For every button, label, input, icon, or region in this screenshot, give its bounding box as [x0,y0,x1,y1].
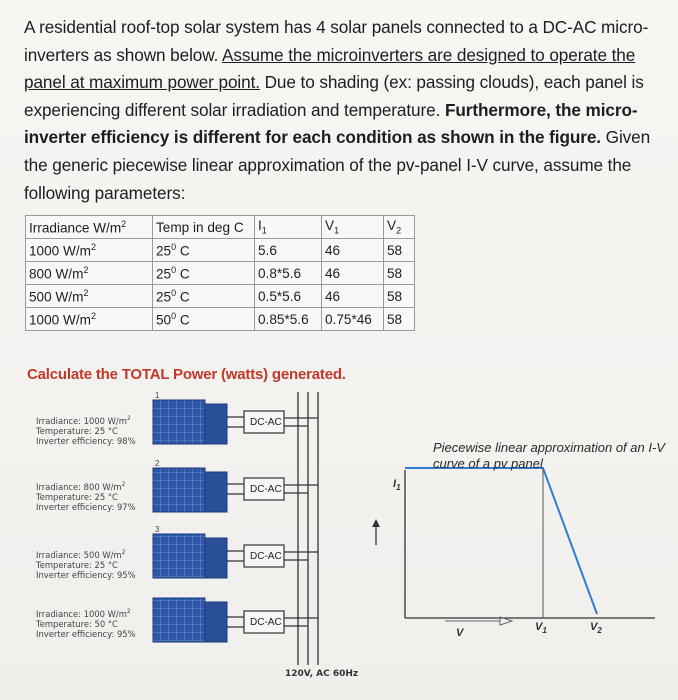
ac-ties [284,418,318,626]
curve-title: Piecewise linear approximation of an I-V curve of a pv panel [433,440,665,471]
header-v1: $V_1$ [322,216,384,239]
solar-panel-4 [153,598,227,642]
inverter-label-1: DC-AC [250,417,282,428]
inverter-label-3: DC-AC [250,551,282,562]
panel-number-1: 1 [155,391,160,400]
inverter-label-4: DC-AC [250,617,282,628]
current-arrow-icon [372,519,380,545]
ac-bus-label: 120V, AC 60Hz [285,669,359,679]
solar-panel-1 [153,400,227,444]
question-part-3: Due to shading (ex: passing clouds), each panel is experiencing different solar irradiation and temperature. [24,72,644,120]
dc-wires [227,417,244,627]
table-row: 1000 $W/m^2$ $50^0$ C 0.85*5.6 0.75*46 58 [26,308,415,331]
curve-v2-label: $V_2$ [590,621,602,636]
panel-3-conditions: Irradiance: 500 $W/m^2$ Temperature: 25 °C Inverter efficiency: 95% [36,549,136,580]
ac-bus [298,392,318,665]
table-row: 800 $W/m^2$ $25^0$ C 0.8*5.6 46 58 [26,262,415,285]
panel-number-3: 3 [155,525,160,534]
curve-v-label: V [456,627,464,639]
calculate-prompt: Calculate the TOTAL Power (watts) generated. [27,366,346,383]
question-efficiency-note: Furthermore, the micro-inverter efficiency is different for each condition as shown in the figure. [24,99,638,148]
question-mpp-assumption: Assume the microinverters are designed to operate the panel at maximum power point. [24,44,636,93]
iv-curve-plot [405,468,655,625]
table-row: 500 $W/m^2$ $25^0$ C 0.5*5.6 46 58 [26,285,415,308]
header-v2: $V_2$ [384,216,415,239]
panel-4-conditions: Irradiance: 1000 $W/m^2$ Temperature: 50 °C Inverter efficiency: 95% [36,608,136,639]
table-row: 1000 $W/m^2$ $25^0$ C 5.6 46 58 [26,239,415,262]
curve-i1-label: $I_1$ [393,478,401,493]
panel-2-conditions: Irradiance: 800 $W/m^2$ Temperature: 25 °C Inverter efficiency: 97% [36,481,136,512]
solar-panel-3 [153,534,227,578]
inverter-boxes [244,411,284,633]
header-i1: $I_1$ [255,216,322,239]
question-part-1: A residential roof-top solar system has 4 solar panels connected to a DC-AC micro-inverters as shown below. [24,17,649,65]
question-part-5: Given the generic piecewise linear approximation of the pv-panel I-V curve, assume the following parameters: [24,127,651,203]
panel-number-2: 2 [155,459,160,468]
curve-v1-label: $V_1$ [535,621,547,636]
panel-1-conditions: Irradiance: 1000 $W/m^2$ Temperature: 25 °C Inverter efficiency: 98% [36,415,136,446]
inverter-label-2: DC-AC [250,484,282,495]
header-irradiance: Irradiance $W/m^2$ [26,216,153,239]
header-temp: Temp in deg C [153,216,255,239]
solar-panel-2 [153,468,227,512]
